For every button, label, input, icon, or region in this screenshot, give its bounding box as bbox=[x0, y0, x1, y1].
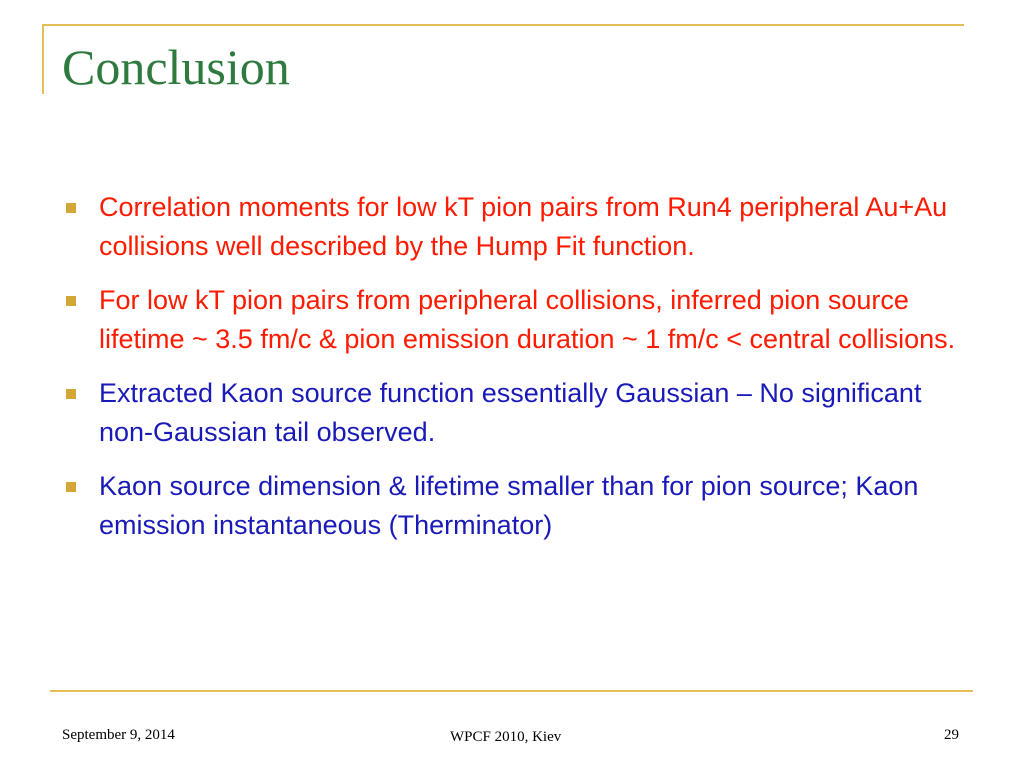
bullet-text: Correlation moments for low kT pion pairs from Run4 peripheral Au+Au collisions well described by the Hump Fit function. bbox=[99, 192, 948, 261]
square-bullet-icon bbox=[66, 482, 76, 492]
bullet-text: For low kT pion pairs from peripheral collisions, inferred pion source lifetime ~ 3.5 fm/c & pion emission duration ~ 1 fm/c < central collisions. bbox=[99, 285, 956, 354]
top-rule bbox=[42, 24, 964, 26]
page-number: 29 bbox=[944, 727, 959, 743]
square-bullet-icon bbox=[66, 389, 76, 399]
bullet-item bbox=[62, 188, 962, 266]
square-bullet-icon bbox=[66, 203, 76, 213]
bullet-list bbox=[62, 188, 962, 560]
footer-date: September 9, 2014 bbox=[62, 727, 175, 743]
left-rule bbox=[42, 24, 44, 94]
bottom-rule bbox=[50, 690, 973, 692]
bullet-text: Kaon source dimension & lifetime smaller than for pion source; Kaon emission instantaneous (Therminator) bbox=[99, 471, 919, 540]
square-bullet-icon bbox=[66, 296, 76, 306]
bullet-item bbox=[62, 374, 962, 452]
bullet-item bbox=[62, 281, 962, 359]
footer-event: WPCF 2010, Kiev bbox=[450, 729, 562, 745]
slide-title: Conclusion bbox=[62, 39, 290, 95]
bullet-text: Extracted Kaon source function essentially Gaussian – No significant non-Gaussian tail observed. bbox=[99, 378, 922, 447]
bullet-item bbox=[62, 467, 962, 545]
